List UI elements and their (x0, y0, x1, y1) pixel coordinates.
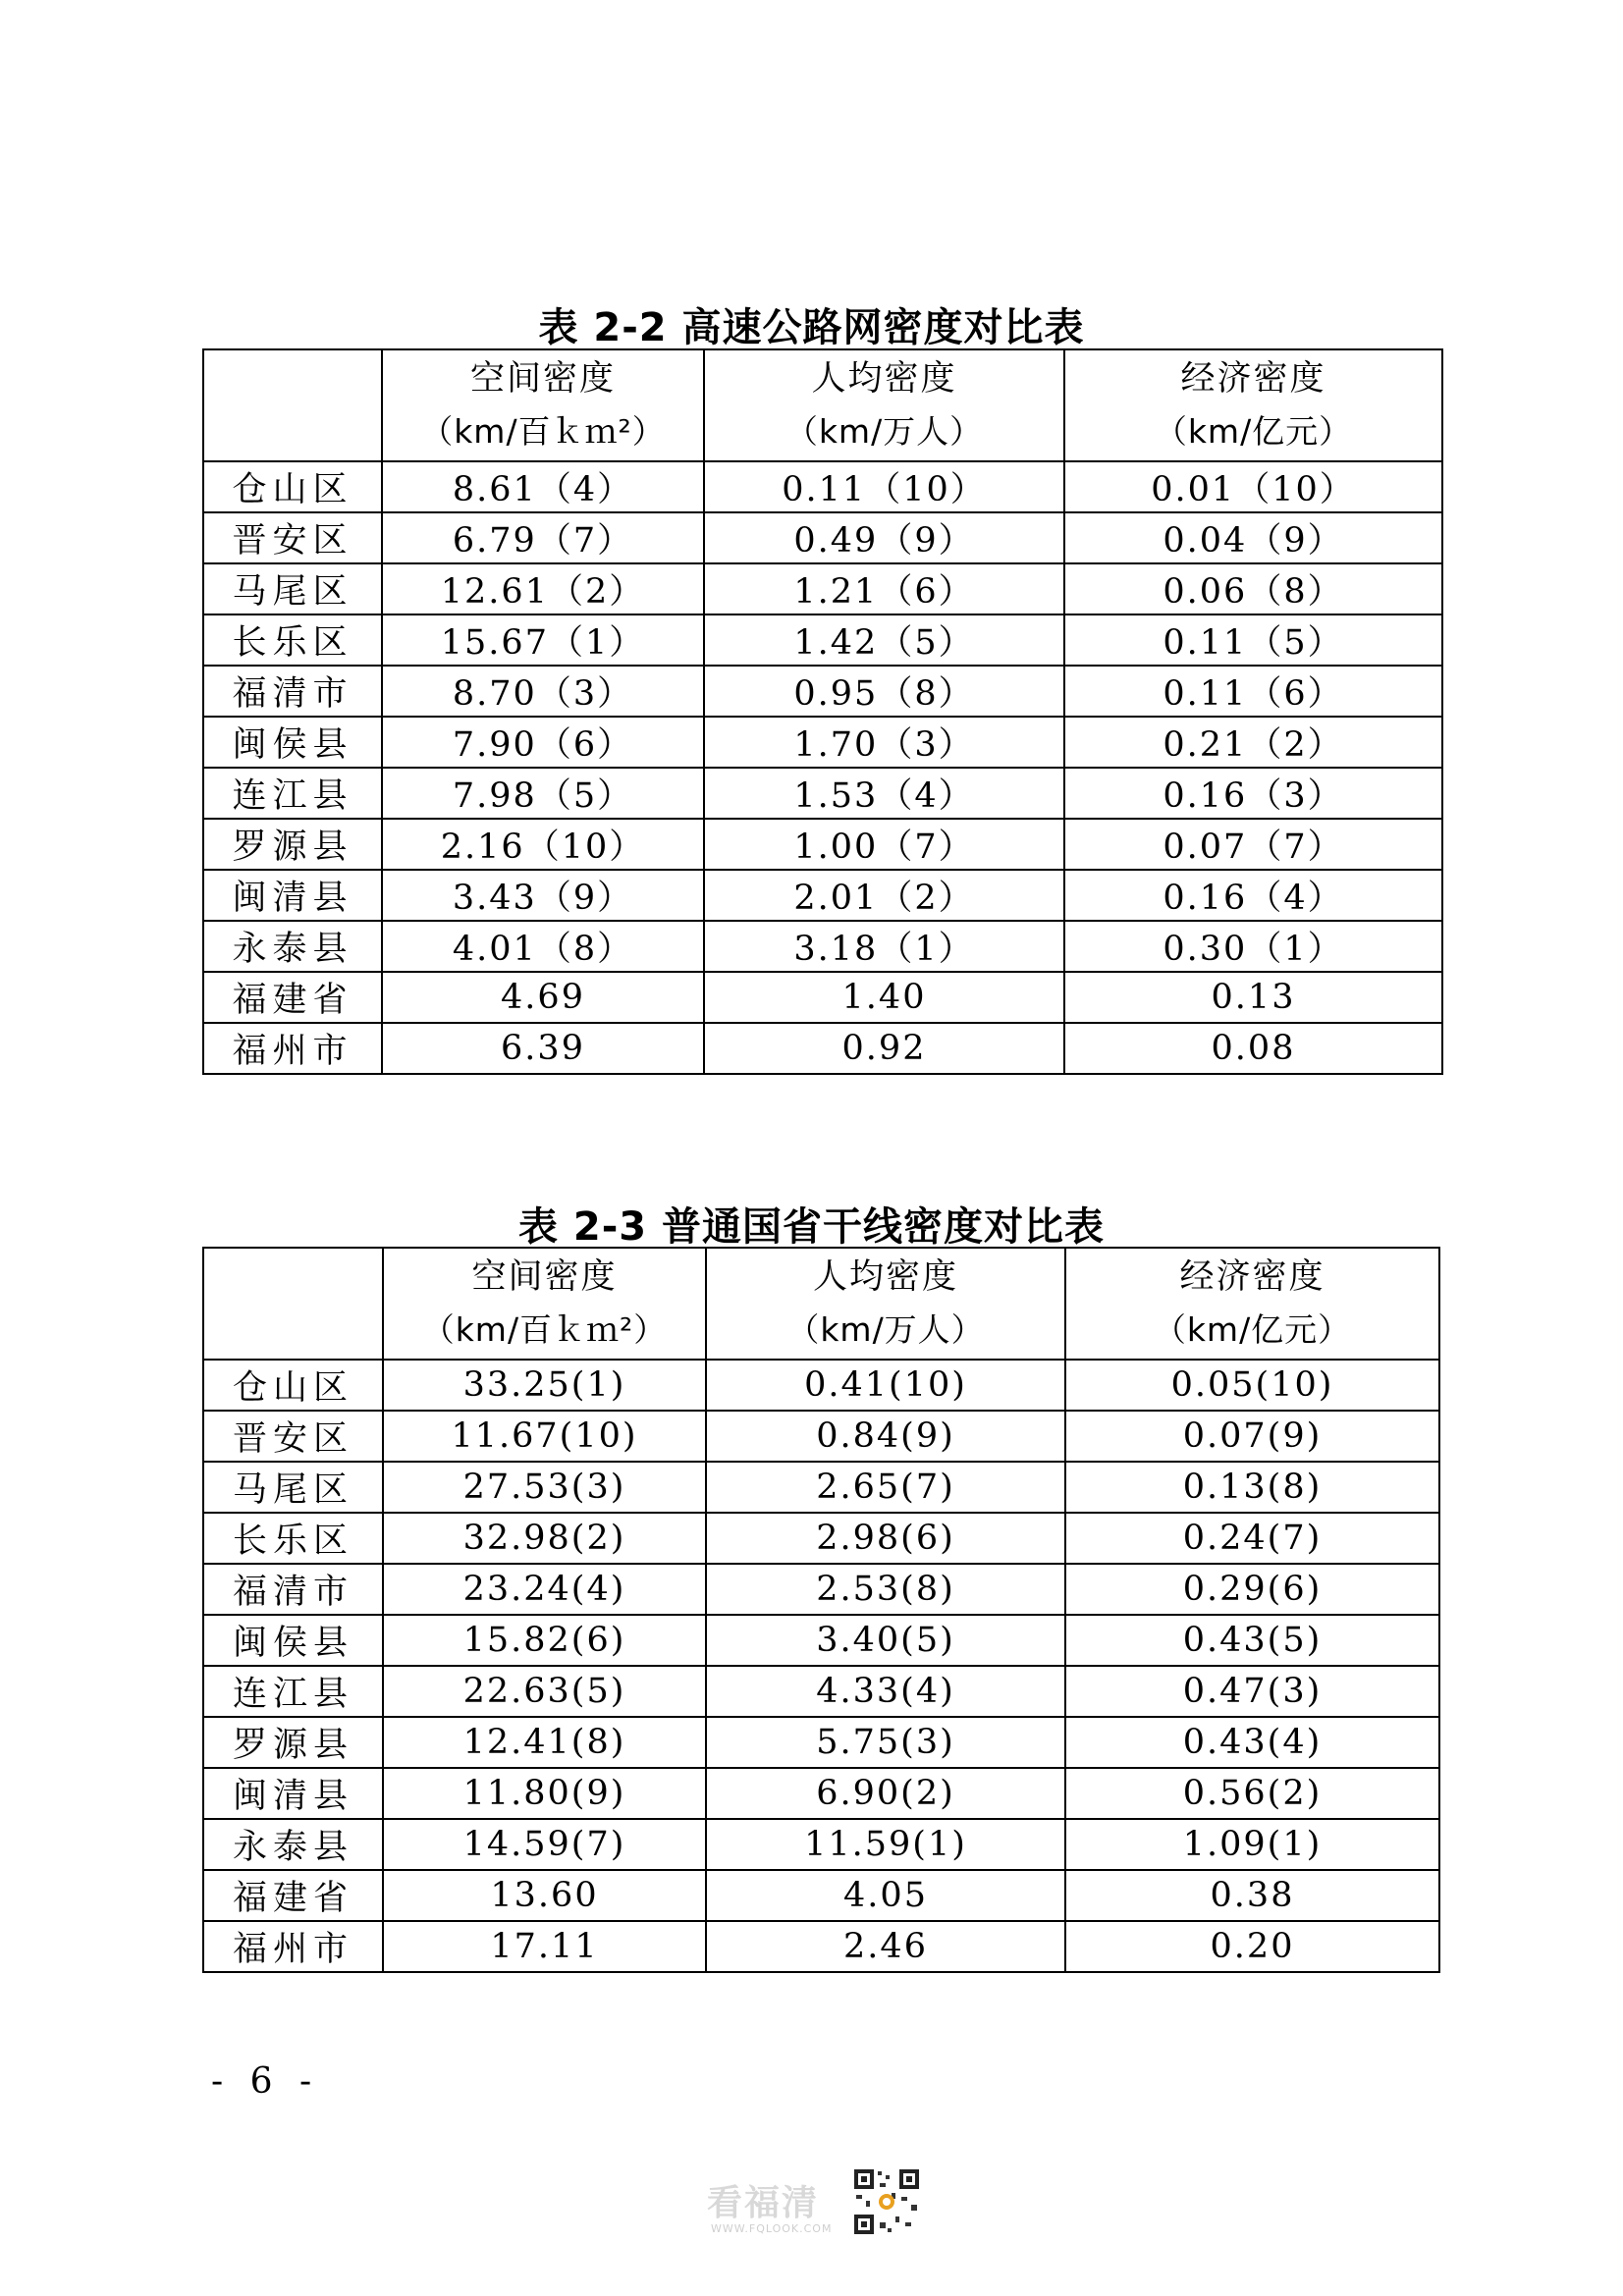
density-value-cell: 0.20 (1065, 1921, 1439, 1972)
table-row (203, 666, 1442, 717)
density-value-cell: 12.41(8) (383, 1717, 706, 1768)
density-value-cell: 0.11（10） (704, 461, 1064, 512)
region-name-cell: 晋安区 (203, 512, 382, 563)
density-value-cell: 0.56(2) (1065, 1768, 1439, 1819)
density-value-cell: 6.90(2) (706, 1768, 1065, 1819)
density-value-cell: 1.53（4） (704, 768, 1064, 819)
watermark-text: 看福清 (707, 2183, 820, 2223)
region-name-cell: 福清市 (203, 1564, 383, 1615)
density-value-cell: 1.40 (704, 972, 1064, 1023)
region-name-cell: 闽清县 (203, 870, 382, 921)
region-name-cell: 福州市 (203, 1023, 382, 1074)
density-value-cell: 11.80(9) (383, 1768, 706, 1819)
region-name-cell: 闽清县 (203, 1768, 383, 1819)
table-row (203, 1615, 1439, 1666)
density-value-cell: 14.59(7) (383, 1819, 706, 1870)
table-header (203, 349, 1442, 461)
density-value-cell: 0.05(10) (1065, 1360, 1439, 1411)
density-value-cell: 27.53(3) (383, 1462, 706, 1513)
density-value-cell: 6.39 (382, 1023, 704, 1074)
table-row (203, 819, 1442, 870)
region-name-cell: 福清市 (203, 666, 382, 717)
region-name-cell: 福建省 (203, 1870, 383, 1921)
density-value-cell: 11.59(1) (706, 1819, 1065, 1870)
region-name-cell: 仓山区 (203, 1360, 383, 1411)
watermark-url: WWW.FQLOOK.COM (711, 2222, 833, 2235)
density-value-cell: 7.90（6） (382, 717, 704, 768)
table-row (203, 1717, 1439, 1768)
density-value-cell: 0.41(10) (706, 1360, 1065, 1411)
table-row (203, 1462, 1439, 1513)
density-value-cell: 17.11 (383, 1921, 706, 1972)
header-corner-cell (203, 1248, 383, 1360)
region-name-cell: 马尾区 (203, 1462, 383, 1513)
table-row (203, 717, 1442, 768)
density-value-cell: 33.25(1) (383, 1360, 706, 1411)
table-row (203, 1023, 1442, 1074)
header-per-capita-density: 人均密度 （km/万人） (704, 349, 1064, 461)
density-value-cell: 0.08 (1064, 1023, 1442, 1074)
density-value-cell: 0.84(9) (706, 1411, 1065, 1462)
density-value-cell: 0.01（10） (1064, 461, 1442, 512)
region-name-cell: 闽侯县 (203, 717, 382, 768)
header-corner-cell (203, 349, 382, 461)
region-name-cell: 仓山区 (203, 461, 382, 512)
qr-code-icon (852, 2167, 921, 2236)
region-name-cell: 永泰县 (203, 921, 382, 972)
density-value-cell: 4.33(4) (706, 1666, 1065, 1717)
table-caption-2-2: 表 2-2 高速公路网密度对比表 (538, 305, 1085, 350)
density-value-cell: 1.21（6） (704, 563, 1064, 614)
density-value-cell: 0.04（9） (1064, 512, 1442, 563)
density-value-cell: 12.61（2） (382, 563, 704, 614)
density-value-cell: 11.67(10) (383, 1411, 706, 1462)
density-value-cell: 0.06（8） (1064, 563, 1442, 614)
density-value-cell: 15.82(6) (383, 1615, 706, 1666)
table-row (203, 512, 1442, 563)
density-value-cell: 1.70（3） (704, 717, 1064, 768)
density-value-cell: 4.01（8） (382, 921, 704, 972)
table-row (203, 461, 1442, 512)
table-caption-2-3: 表 2-3 普通国省干线密度对比表 (517, 1204, 1106, 1250)
page-number: - 6 - (211, 2061, 320, 2102)
table-row (203, 614, 1442, 666)
header-spatial-density: 空间密度 （km/百ｋｍ²） (382, 349, 704, 461)
density-value-cell: 23.24(4) (383, 1564, 706, 1615)
density-value-cell: 32.98(2) (383, 1513, 706, 1564)
table-row (203, 1564, 1439, 1615)
region-name-cell: 晋安区 (203, 1411, 383, 1462)
header-economic-density: 经济密度 （km/亿元） (1065, 1248, 1439, 1360)
density-value-cell: 0.13 (1064, 972, 1442, 1023)
region-name-cell: 罗源县 (203, 819, 382, 870)
table-row (203, 1666, 1439, 1717)
density-value-cell: 1.09(1) (1065, 1819, 1439, 1870)
table-row (203, 972, 1442, 1023)
density-value-cell: 15.67（1） (382, 614, 704, 666)
density-value-cell: 0.43(5) (1065, 1615, 1439, 1666)
density-value-cell: 0.07(9) (1065, 1411, 1439, 1462)
table-row (203, 1513, 1439, 1564)
expressway-density-table (202, 348, 1443, 1075)
density-value-cell: 8.61（4） (382, 461, 704, 512)
region-name-cell: 永泰县 (203, 1819, 383, 1870)
table-body (203, 1360, 1439, 1972)
header-per-capita-density: 人均密度 （km/万人） (706, 1248, 1065, 1360)
region-name-cell: 连江县 (203, 1666, 383, 1717)
table-row (203, 870, 1442, 921)
density-value-cell: 3.43（9） (382, 870, 704, 921)
header-economic-density: 经济密度 （km/亿元） (1064, 349, 1442, 461)
table-row (203, 921, 1442, 972)
density-value-cell: 0.21（2） (1064, 717, 1442, 768)
density-value-cell: 0.43(4) (1065, 1717, 1439, 1768)
density-value-cell: 2.98(6) (706, 1513, 1065, 1564)
density-value-cell: 0.07（7） (1064, 819, 1442, 870)
region-name-cell: 马尾区 (203, 563, 382, 614)
table-row (203, 563, 1442, 614)
density-value-cell: 1.00（7） (704, 819, 1064, 870)
density-value-cell: 0.92 (704, 1023, 1064, 1074)
density-value-cell: 0.95（8） (704, 666, 1064, 717)
density-value-cell: 2.65(7) (706, 1462, 1065, 1513)
density-value-cell: 0.49（9） (704, 512, 1064, 563)
density-value-cell: 0.47(3) (1065, 1666, 1439, 1717)
region-name-cell: 长乐区 (203, 614, 382, 666)
density-value-cell: 0.38 (1065, 1870, 1439, 1921)
density-value-cell: 5.75(3) (706, 1717, 1065, 1768)
region-name-cell: 连江县 (203, 768, 382, 819)
header-spatial-density: 空间密度 （km/百ｋｍ²） (383, 1248, 706, 1360)
trunk-road-density-table (202, 1247, 1440, 1973)
density-value-cell: 13.60 (383, 1870, 706, 1921)
density-value-cell: 0.29(6) (1065, 1564, 1439, 1615)
table-header (203, 1248, 1439, 1360)
region-name-cell: 罗源县 (203, 1717, 383, 1768)
density-value-cell: 0.11（6） (1064, 666, 1442, 717)
table-body (203, 461, 1442, 1074)
density-value-cell: 22.63(5) (383, 1666, 706, 1717)
density-value-cell: 0.16（3） (1064, 768, 1442, 819)
density-value-cell: 0.16（4） (1064, 870, 1442, 921)
region-name-cell: 长乐区 (203, 1513, 383, 1564)
density-value-cell: 8.70（3） (382, 666, 704, 717)
density-value-cell: 1.42（5） (704, 614, 1064, 666)
density-value-cell: 6.79（7） (382, 512, 704, 563)
table-row (203, 1360, 1439, 1411)
density-value-cell: 2.53(8) (706, 1564, 1065, 1615)
density-value-cell: 2.16（10） (382, 819, 704, 870)
density-value-cell: 4.05 (706, 1870, 1065, 1921)
table-row (203, 1411, 1439, 1462)
table-row (203, 1768, 1439, 1819)
table-row (203, 1921, 1439, 1972)
table-row (203, 768, 1442, 819)
density-value-cell: 2.46 (706, 1921, 1065, 1972)
region-name-cell: 福州市 (203, 1921, 383, 1972)
density-value-cell: 2.01（2） (704, 870, 1064, 921)
density-value-cell: 0.13(8) (1065, 1462, 1439, 1513)
density-value-cell: 7.98（5） (382, 768, 704, 819)
region-name-cell: 闽侯县 (203, 1615, 383, 1666)
density-value-cell: 4.69 (382, 972, 704, 1023)
table-row (203, 1819, 1439, 1870)
density-value-cell: 3.18（1） (704, 921, 1064, 972)
density-value-cell: 0.24(7) (1065, 1513, 1439, 1564)
density-value-cell: 0.30（1） (1064, 921, 1442, 972)
density-value-cell: 3.40(5) (706, 1615, 1065, 1666)
table-row (203, 1870, 1439, 1921)
region-name-cell: 福建省 (203, 972, 382, 1023)
density-value-cell: 0.11（5） (1064, 614, 1442, 666)
